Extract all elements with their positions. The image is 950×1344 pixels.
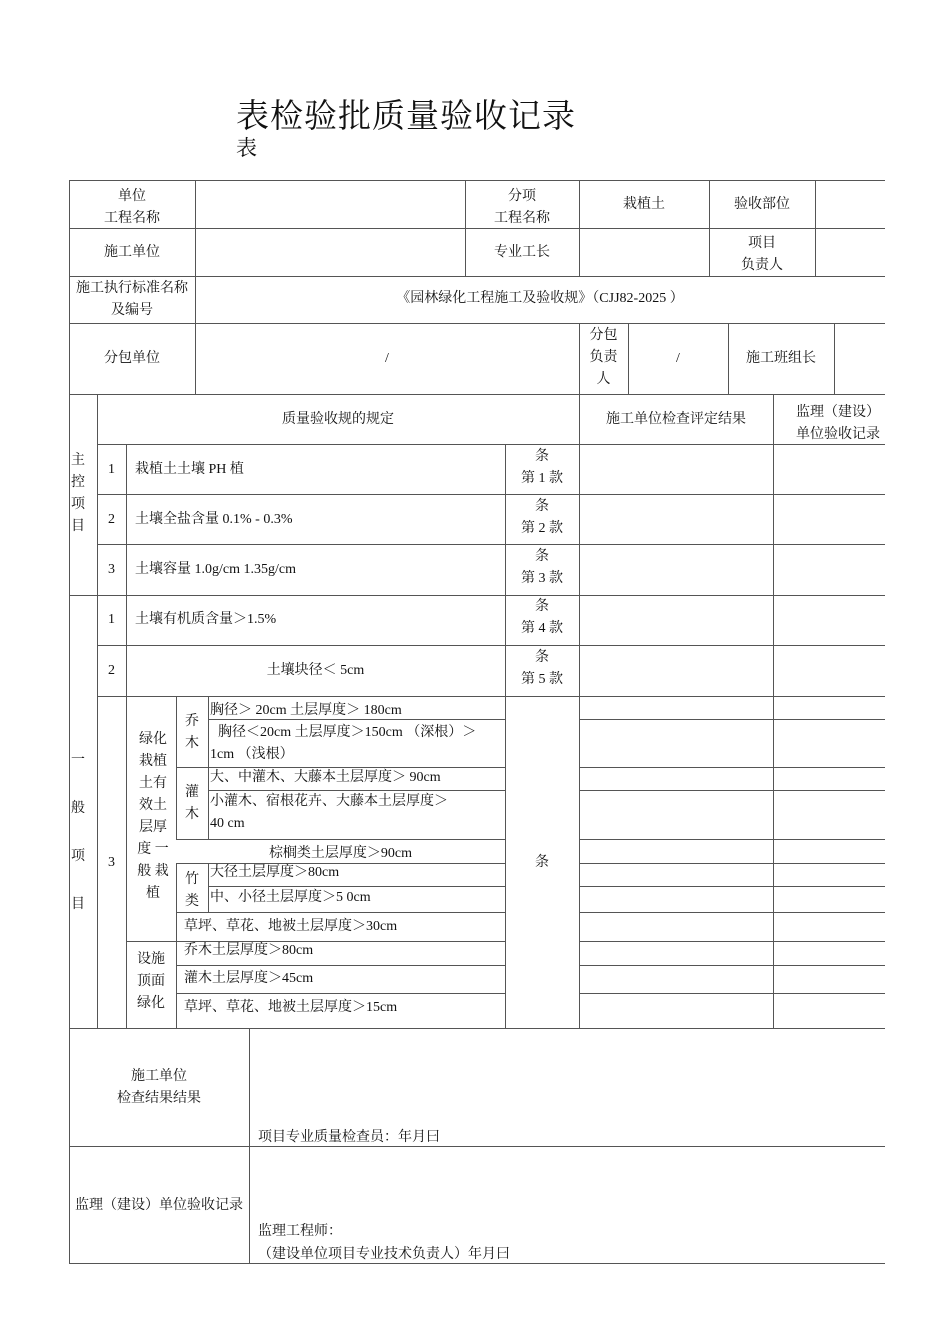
general-item-1-no: 1: [108, 612, 115, 627]
shrub-row-1: 大、中灌木、大藤本土层厚度＞ 90cm: [210, 770, 441, 785]
tree-row-1: 胸径＞ 20cm 土层厚度＞ 180cm: [210, 703, 402, 718]
general-item-2-no: 2: [108, 663, 115, 678]
foreman-label: 专业工长: [494, 245, 550, 260]
main-item-2-text: 土壤全盐含量 0.1% - 0.3%: [135, 512, 293, 527]
page-title: 表检验批质量验收记录: [236, 99, 576, 135]
roof-row-1: 乔木土层厚度＞80cm: [184, 943, 314, 958]
greening-soil-label: 绿化 栽植 土有 效土 层厚 度 一 般 栽 植: [137, 732, 169, 901]
quality-inspector-line: 项目专业质量检查员：年月曰: [258, 1130, 440, 1145]
main-item-3-clause: 条 第 3 款: [521, 549, 563, 586]
subcontract-label: 分包单位: [104, 351, 160, 366]
main-item-2-no: 2: [108, 512, 115, 527]
accept-part-label: 验收部位: [734, 197, 790, 212]
standard-value: 《园林绿化工程施工及验收规》（CJJ82-2025 ）: [396, 291, 684, 306]
general-item-3-clause: 条: [535, 855, 549, 870]
shrub-label: 灌 木: [185, 785, 199, 822]
general-item-2-clause: 条 第 5 款: [521, 650, 563, 687]
tree-label: 乔 木: [185, 714, 199, 751]
rule-column-header: 质量验收规的规定: [282, 412, 394, 427]
main-item-2-clause: 条 第 2 款: [521, 499, 563, 536]
construction-result-label: 施工单位 检查结果结果: [117, 1069, 201, 1106]
tree-row-2: 胸径＜20cm 土层厚度＞150cm （深根）＞ 1cm （浅根）: [210, 725, 477, 762]
main-item-3-no: 3: [108, 562, 115, 577]
roof-row-3: 草坪、草花、地被土层厚度＞15cm: [184, 1000, 398, 1015]
shrub-row-2: 小灌木、宿根花卉、大藤本土层厚度＞ 40 cm: [210, 794, 448, 831]
project-manager-label: 项目 负责人: [741, 236, 783, 273]
supervision-column-header: 监理（建设） 单位验收记录: [796, 405, 880, 442]
general-label: 一 般 项 目: [71, 753, 85, 912]
check-result-column-header: 施工单位检查评定结果: [606, 412, 746, 427]
general-item-2-text: 土壤块径＜ 5cm: [266, 663, 365, 678]
general-item-1-text: 土壤有机质含量＞1.5%: [135, 612, 277, 627]
standard-label: 施工执行标准名称 及编号: [76, 281, 188, 318]
bamboo-row-1: 大径土层厚度＞80cm: [210, 865, 340, 880]
general-item-1-clause: 条 第 4 款: [521, 599, 563, 636]
supervision-engineer-line: 监理工程师：: [258, 1224, 342, 1239]
subcontract-value: /: [385, 351, 389, 366]
roof-greening-label: 设施 顶面 绿化: [137, 952, 165, 1011]
bamboo-label: 竹 类: [185, 872, 199, 909]
sub-manager-label: 分包 负责 人: [589, 328, 618, 387]
lawn-row: 草坪、草花、地被土层厚度＞30cm: [184, 919, 398, 934]
main-control-label: 主 控 项 目: [71, 453, 85, 534]
page-subtitle: 表: [236, 136, 257, 160]
unit-project-label: 单位 工程名称: [104, 189, 160, 226]
main-item-1-no: 1: [108, 462, 115, 477]
main-item-1-clause: 条 第 1 款: [521, 449, 563, 486]
sub-project-label: 分项 工程名称: [494, 189, 550, 226]
main-item-3-text: 土壤容量 1.0g/cm 1.35g/cm: [135, 562, 296, 577]
bamboo-row-2: 中、小径土层厚度＞5 0cm: [210, 890, 371, 905]
owner-line: （建设单位项目专业技术负责人）年月曰: [258, 1247, 510, 1262]
main-item-1-text: 栽植土土壤 PH 植: [135, 462, 244, 477]
sub-project-value: 栽植土: [623, 197, 665, 212]
palm-row: 棕榈类土层厚度＞90cm: [268, 846, 413, 861]
sub-manager-value: /: [676, 351, 680, 366]
general-item-3-no: 3: [108, 855, 115, 870]
team-leader-label: 施工班组长: [746, 351, 816, 366]
supervision-record-label: 监理（建设）单位验收记录: [75, 1198, 243, 1213]
roof-row-2: 灌木土层厚度＞45cm: [184, 971, 314, 986]
construction-unit-label: 施工单位: [104, 245, 160, 260]
